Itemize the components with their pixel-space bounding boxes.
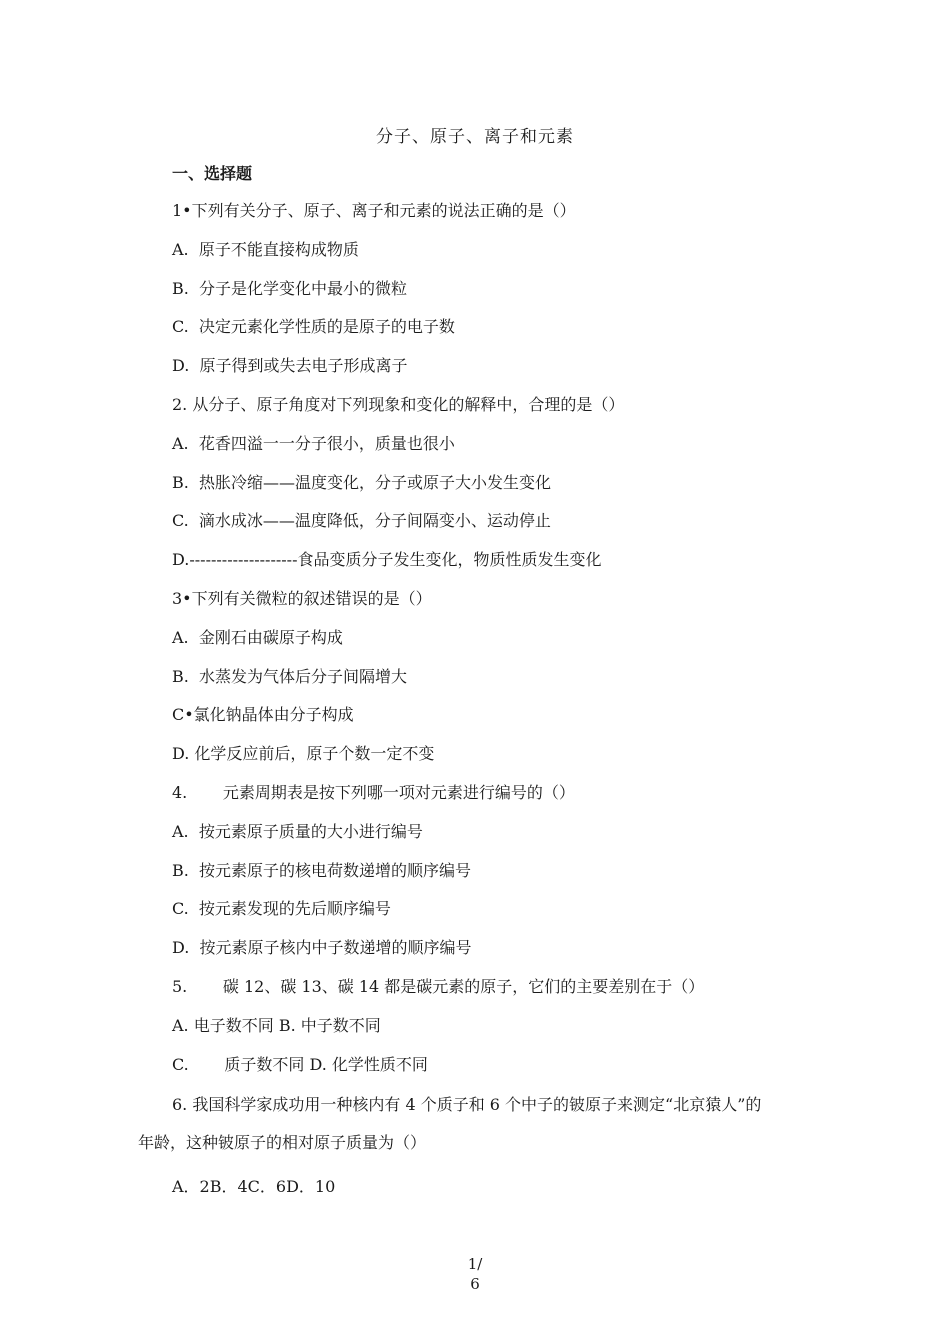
page-footer [0, 1254, 950, 1294]
question-line: A. 原子不能直接构成物质 [172, 239, 359, 259]
question-line: B. 热胀冷缩——温度变化，分子或原子大小发生变化 [172, 472, 552, 492]
page-number: 1/ [467, 1255, 483, 1273]
question-line: A. 金刚石由碳原子构成 [172, 627, 343, 647]
question-6-options: A．2B．4C．6D．10 [172, 1177, 336, 1196]
question-line: D. 按元素原子核内中子数递增的顺序编号 [172, 938, 472, 958]
question-line: B. 按元素原子的核电荷数递增的顺序编号 [172, 860, 472, 880]
question-line: C. 按元素发现的先后顺序编号 [172, 899, 391, 919]
question-line: 5. 碳 12、碳 13、碳 14 都是碳元素的原子，它们的主要差别在于（） [172, 977, 705, 996]
question-line: D. 原子得到或失去电子形成离子 [172, 356, 408, 376]
question-line: B. 水蒸发为气体后分子间隔增大 [172, 666, 408, 686]
question-line: C. 质子数不同 D. 化学性质不同 [172, 1054, 428, 1074]
question-line: A. 花香四溢一一分子很小，质量也很小 [172, 433, 455, 453]
question-line: B. 分子是化学变化中最小的微粒 [172, 278, 408, 298]
question-line: C. 决定元素化学性质的是原子的电子数 [172, 317, 455, 337]
question-6-line-1: 6. 我国科学家成功用一种核内有 4 个质子和 6 个中子的铍原子来测定“北京猿人”的 [172, 1095, 762, 1114]
question-line: 1•下列有关分子、原子、离子和元素的说法正确的是（） [172, 201, 576, 220]
question-line: A. 电子数不同 B. 中子数不同 [172, 1015, 381, 1035]
question-line: D. 化学反应前后，原子个数一定不变 [172, 744, 435, 764]
question-line: C•氯化钠晶体由分子构成 [172, 705, 354, 725]
question-line: 3•下列有关微粒的叙述错误的是（） [172, 589, 432, 608]
page-title: 分子、原子、离子和元素 [376, 127, 574, 147]
page-total: 6 [470, 1275, 480, 1293]
question-line: 2. 从分子、原子角度对下列现象和变化的解释中，合理的是（） [172, 395, 625, 414]
question-line: 4. 元素周期表是按下列哪一项对元素进行编号的（） [172, 783, 575, 802]
question-line: D.--------------------食品变质分子发生变化，物质性质发生变化 [172, 550, 602, 570]
question-line: A. 按元素原子质量的大小进行编号 [172, 821, 423, 841]
section-heading: 一、选择题 [172, 164, 253, 183]
question-6-line-2: 年龄，这种铍原子的相对原子质量为（） [138, 1133, 427, 1152]
question-line: C. 滴水成冰——温度降低，分子间隔变小、运动停止 [172, 511, 551, 531]
